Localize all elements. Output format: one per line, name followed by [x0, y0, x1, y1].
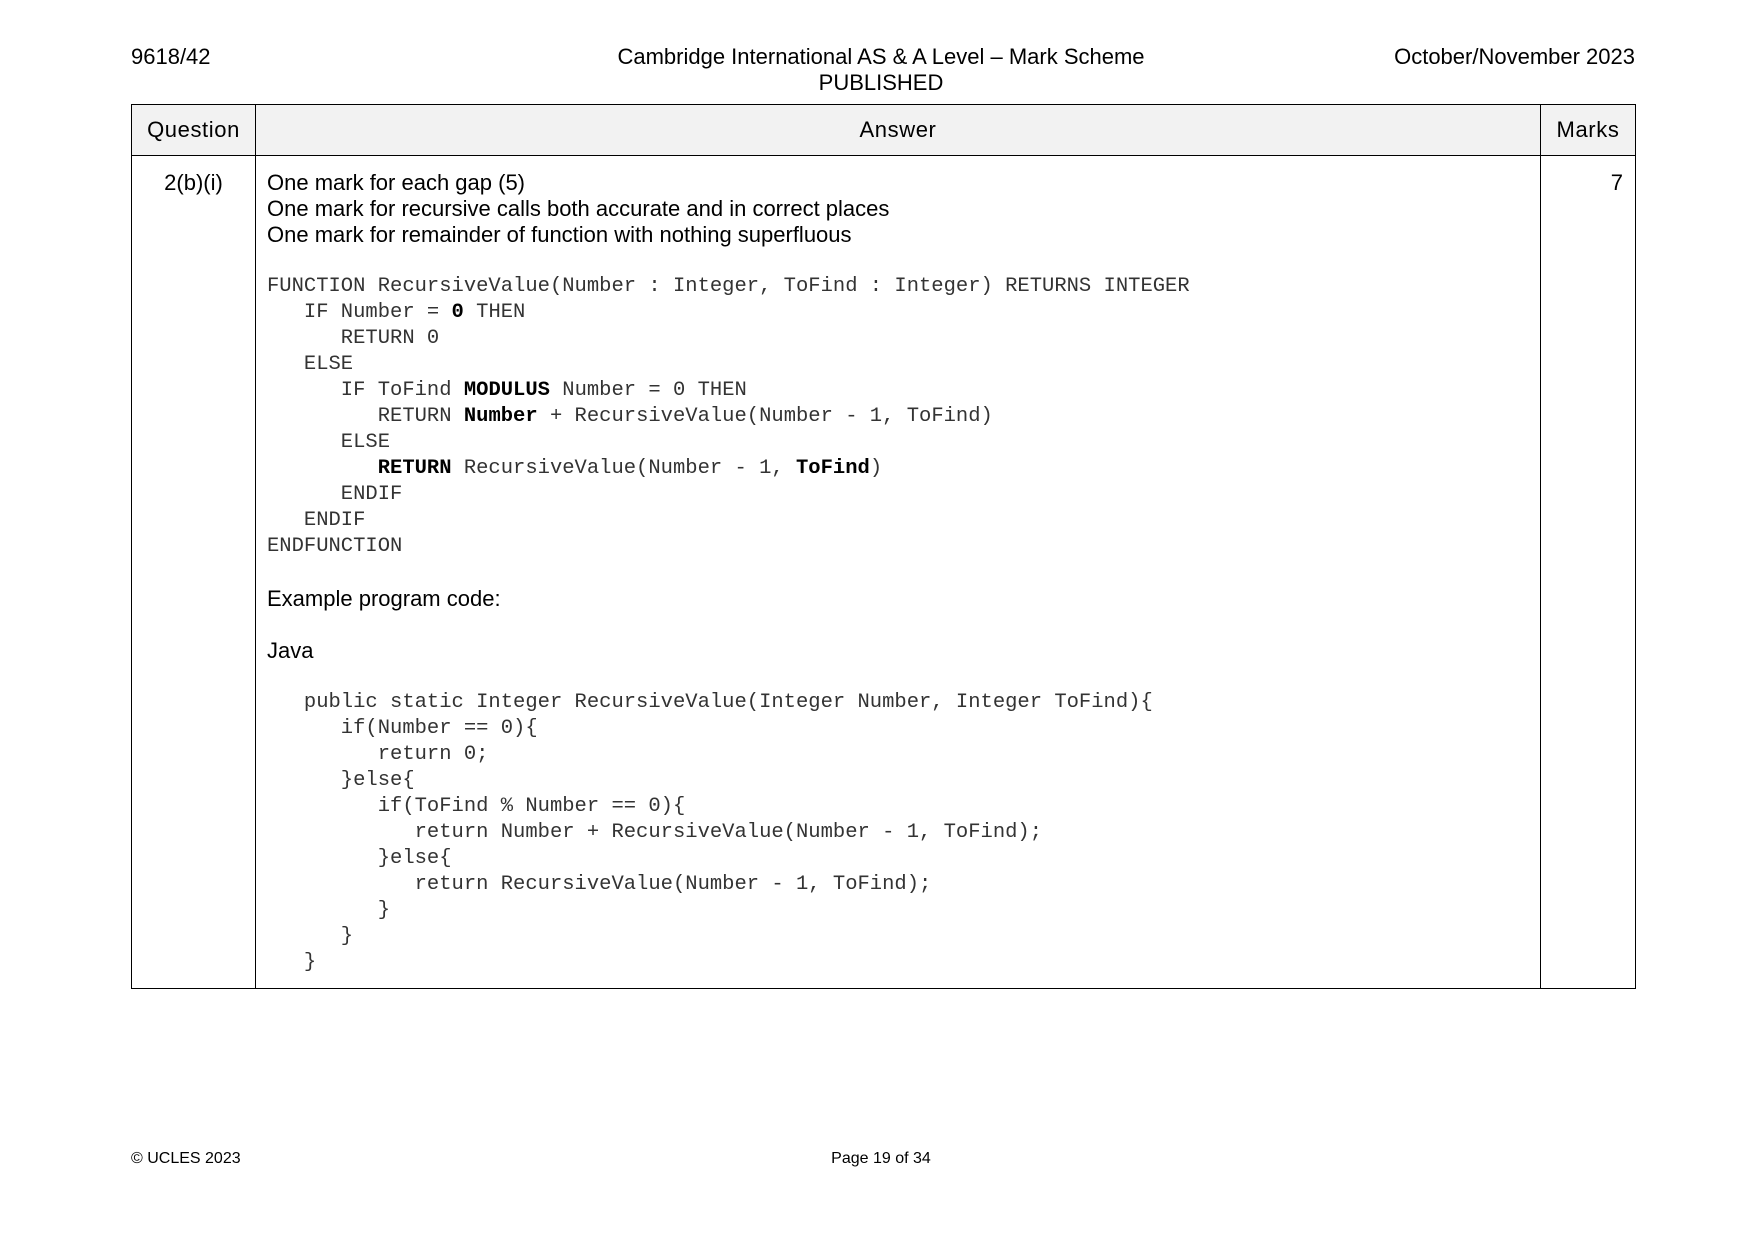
code-line: if(ToFind % Number == 0){	[267, 795, 686, 818]
language-label: Java	[267, 638, 314, 663]
code-line: return Number + RecursiveValue(Number - 1, ToFind);	[267, 821, 1043, 844]
marking-note: One mark for recursive calls both accurate and in correct places	[267, 196, 890, 221]
code-line: }else{	[267, 769, 415, 792]
code-line: }else{	[267, 847, 452, 870]
answer-cell	[256, 156, 1541, 989]
question-number: 2(b)(i)	[132, 156, 256, 989]
answer-column-header: Answer	[256, 105, 1541, 156]
published-label: PUBLISHED	[818, 70, 944, 95]
page-number: Page 19 of 34	[831, 1150, 931, 1167]
question-column-header: Question	[132, 105, 256, 156]
table-header-row	[132, 105, 1636, 156]
code-line: return 0;	[267, 743, 489, 766]
code-line: ENDIF	[267, 509, 366, 532]
code-line: IF ToFind MODULUS Number = 0 THEN	[267, 379, 747, 402]
marks-column-header: Marks	[1541, 105, 1636, 156]
example-label: Example program code:	[267, 586, 501, 611]
java-code-block	[267, 690, 1530, 976]
code-line: RETURN RecursiveValue(Number - 1, ToFind)	[377, 457, 883, 480]
table-row	[132, 156, 1636, 989]
marking-note: One mark for remainder of function with nothing superfluous	[267, 222, 852, 247]
title-line: Cambridge International AS & A Level – Mark Scheme	[617, 44, 1145, 69]
pseudocode-block	[267, 274, 1530, 560]
gap-answer: ToFind	[796, 457, 870, 480]
code-line: }	[267, 951, 317, 974]
exam-session: October/November 2023	[1394, 44, 1635, 69]
code-line: }	[267, 925, 354, 948]
code-line: IF Number = 0 THEN	[267, 301, 526, 324]
copyright-notice: © UCLES 2023	[131, 1150, 241, 1167]
code-line: RETURN 0	[267, 327, 440, 350]
gap-answer: 0	[451, 301, 464, 324]
code-line: ELSE	[267, 431, 391, 454]
marks-value: 7	[1541, 156, 1636, 989]
marking-note: One mark for each gap (5)	[267, 170, 526, 195]
code-line: ELSE	[267, 353, 354, 376]
paper-code: 9618/42	[131, 44, 211, 69]
code-line: FUNCTION RecursiveValue(Number : Integer, ToFind : Integer) RETURNS INTEGER	[267, 275, 1190, 298]
code-line: ENDFUNCTION	[267, 535, 403, 558]
code-line: return RecursiveValue(Number - 1, ToFind);	[267, 873, 932, 896]
code-line: public static Integer RecursiveValue(Integer Number, Integer ToFind){	[267, 691, 1153, 714]
mark-scheme-table	[131, 104, 1636, 989]
code-line: RETURN Number + RecursiveValue(Number - 1, ToFind)	[267, 405, 993, 428]
gap-answer: Number	[463, 405, 538, 428]
gap-answer: MODULUS	[463, 379, 550, 402]
code-line: }	[267, 899, 391, 922]
code-line: ENDIF	[267, 483, 403, 506]
code-line: if(Number == 0){	[267, 717, 538, 740]
gap-answer: RETURN	[377, 457, 452, 480]
